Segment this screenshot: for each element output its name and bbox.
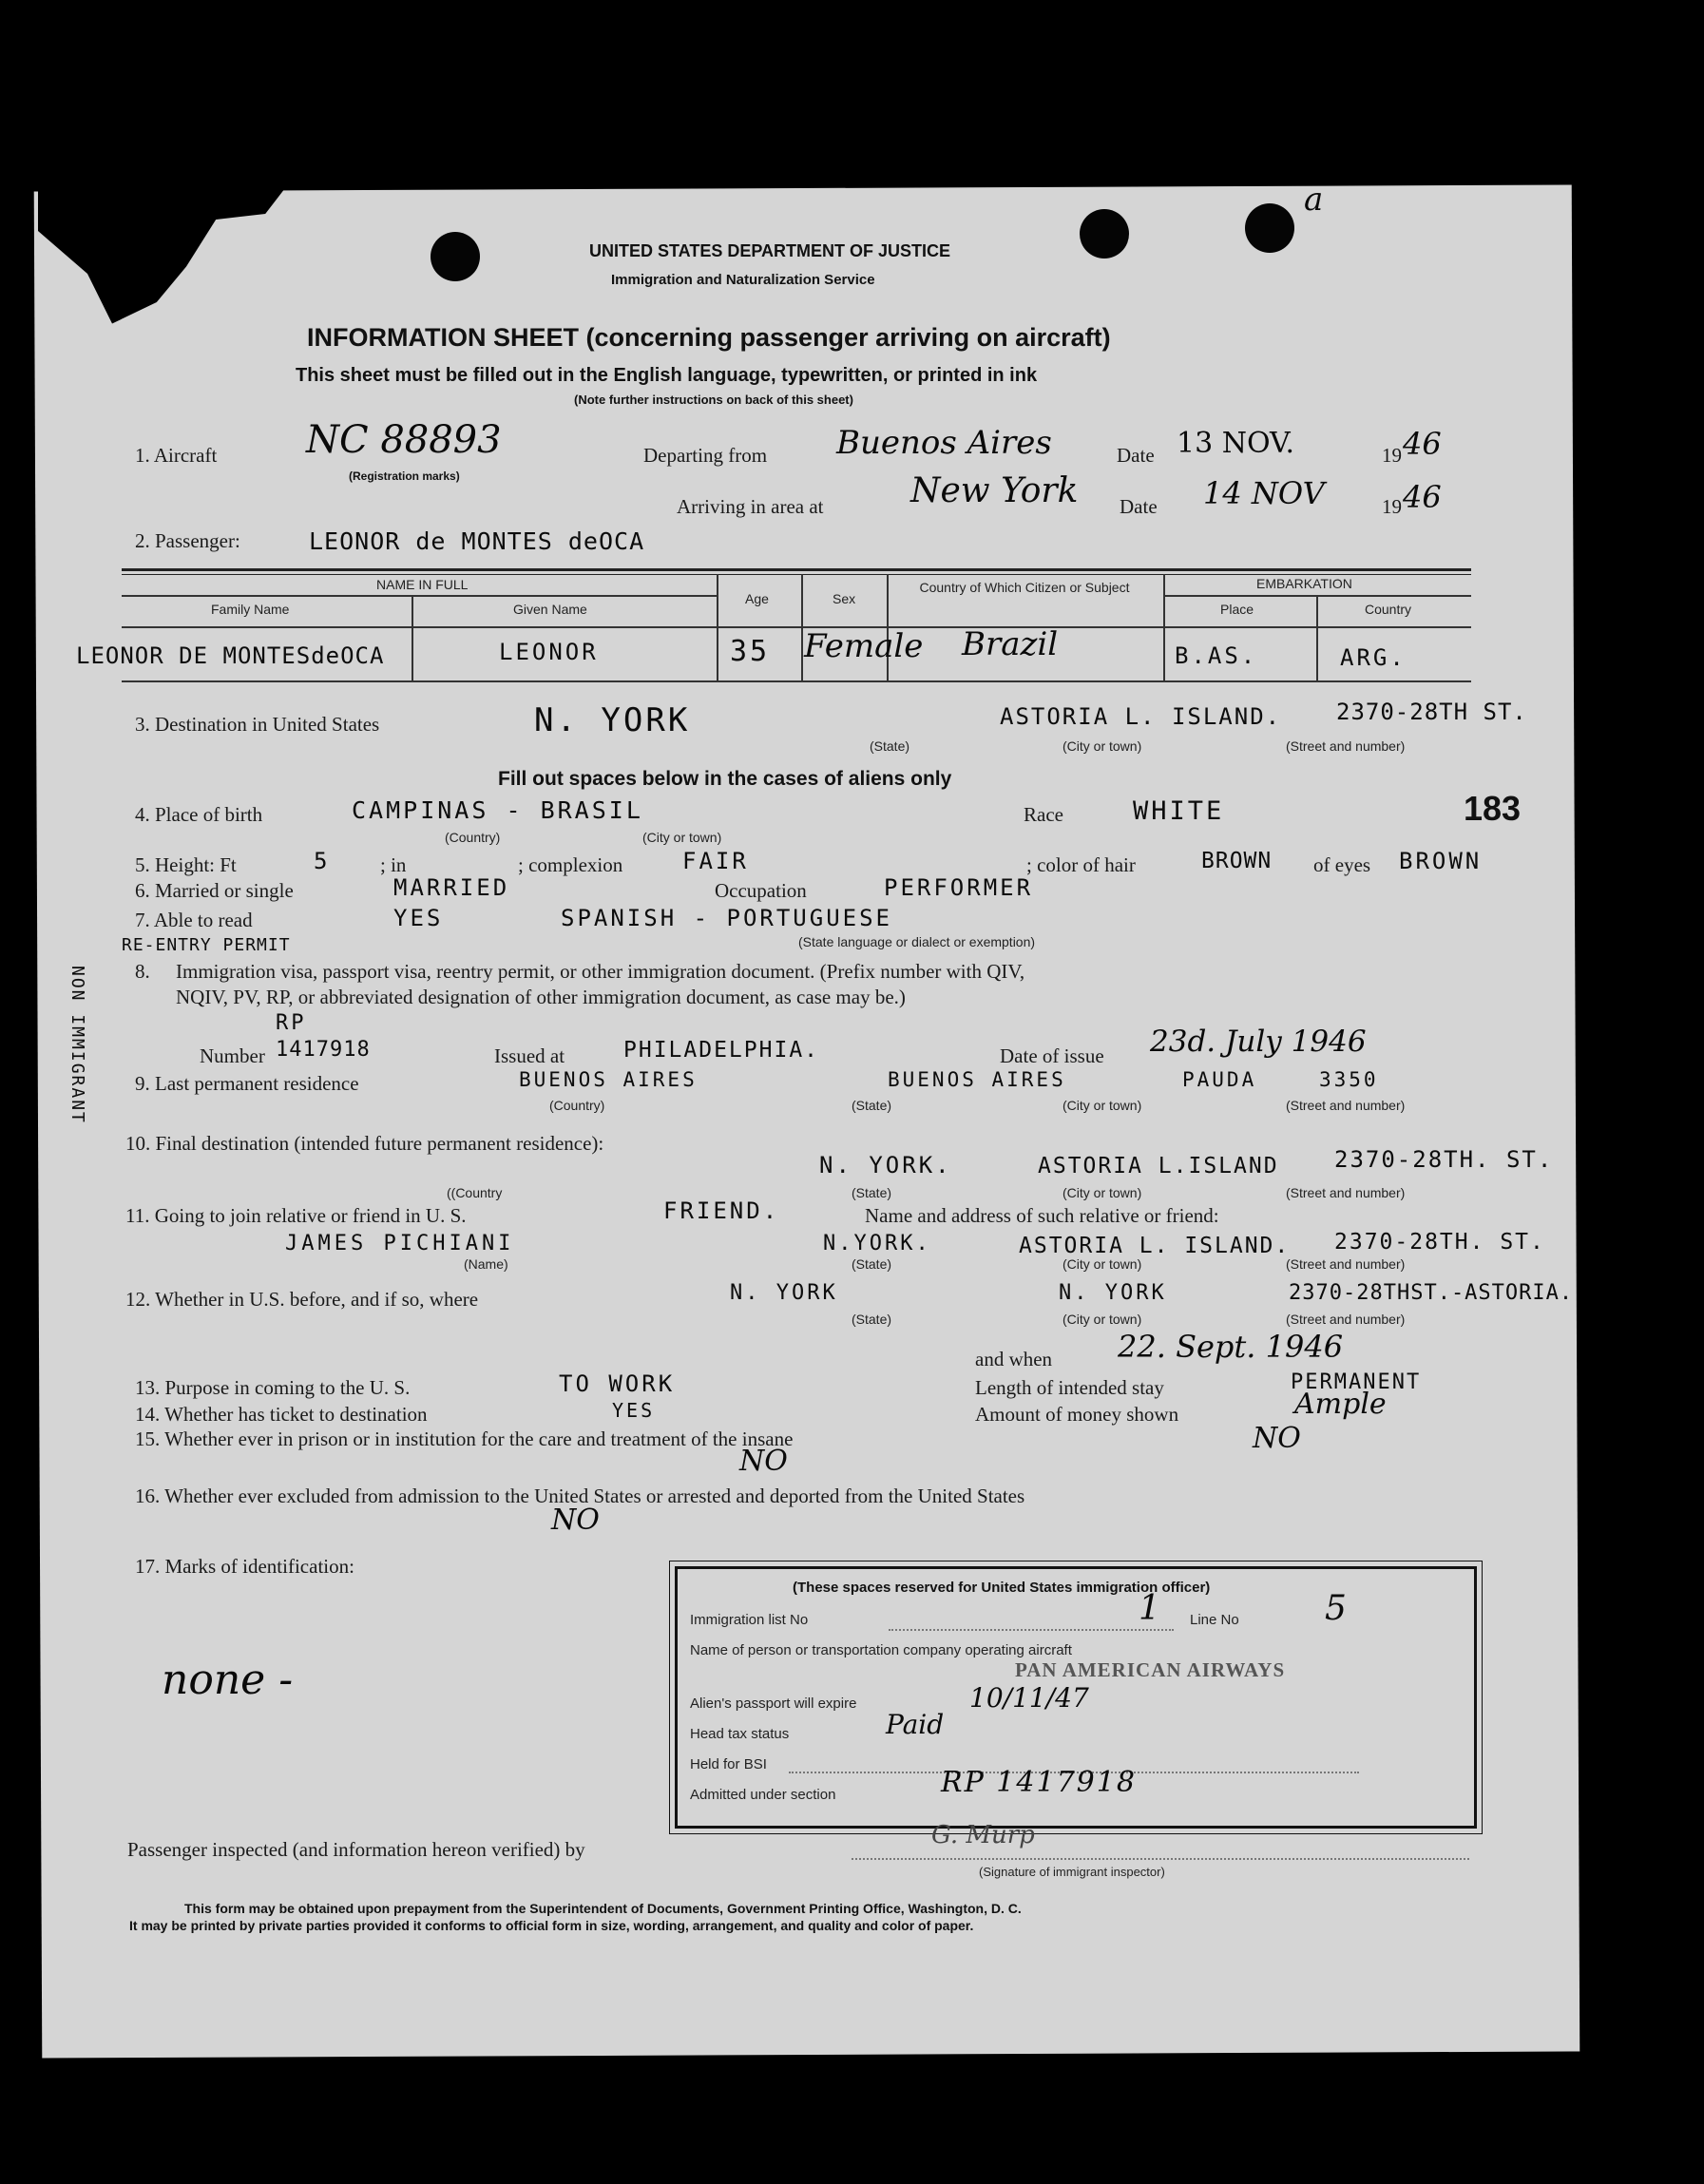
friend-street: 2370-28TH. ST. xyxy=(1334,1230,1545,1255)
immigration-list-label: Immigration list No xyxy=(690,1612,809,1628)
occupation-value: PERFORMER xyxy=(884,874,1034,901)
departing-year-prefix: 19 xyxy=(1382,444,1402,467)
prior-visit-label: 12. Whether in U.S. before, and if so, where xyxy=(125,1288,479,1311)
document-text-2: NQIV, PV, RP, or abbreviated designation of other immigration document, as case may be.) xyxy=(176,986,906,1008)
excluded-value: NO xyxy=(551,1504,600,1537)
height-ft-value: 5 xyxy=(314,848,331,874)
sex-header: Sex xyxy=(833,591,856,606)
race-label: Race xyxy=(1024,803,1063,826)
caption-city: (City or town) xyxy=(1063,1312,1142,1327)
departing-value: Buenos Aires xyxy=(836,424,1052,462)
immigration-list-value: 1 xyxy=(1139,1589,1160,1628)
residence-street: 3350 xyxy=(1319,1068,1379,1091)
punch-hole xyxy=(1245,203,1294,253)
arriving-value: New York xyxy=(910,471,1079,510)
citizenship-header: Country of Which Citizen or Subject xyxy=(919,580,1130,595)
line-label: Line No xyxy=(1190,1612,1239,1628)
prior-street: 2370-28THST.-ASTORIA. xyxy=(1289,1281,1574,1305)
purpose-value: TO WORK xyxy=(559,1370,676,1397)
non-immigrant-side-note: NON IMMIGRANT xyxy=(67,966,87,1124)
arriving-year-prefix: 19 xyxy=(1382,495,1402,518)
punch-hole xyxy=(1080,209,1129,259)
caption-state: (State) xyxy=(852,1185,892,1200)
arriving-year: 46 xyxy=(1403,479,1442,515)
languages-value: SPANISH - PORTUGUESE xyxy=(561,905,892,931)
height-in-label: ; in xyxy=(380,853,407,876)
friend-state: N.YORK. xyxy=(823,1232,931,1255)
caption-street: (Street and number) xyxy=(1286,1256,1406,1272)
form-title: INFORMATION SHEET (concerning passenger arriving on aircraft) xyxy=(307,323,1111,352)
arriving-date-label: Date xyxy=(1120,495,1158,518)
corner-mark: a xyxy=(1304,181,1324,219)
caption-street: (Street and number) xyxy=(1286,1185,1406,1200)
embarkation-header: EMBARKATION xyxy=(1256,576,1352,591)
hair-value: BROWN xyxy=(1201,849,1273,873)
complexion-value: FAIR xyxy=(682,848,749,874)
issued-value: PHILADELPHIA. xyxy=(623,1038,820,1063)
residence-country: BUENOS AIRES xyxy=(519,1068,698,1091)
citizenship-value: Brazil xyxy=(962,625,1059,663)
complexion-label: ; complexion xyxy=(518,853,623,876)
occupation-label: Occupation xyxy=(715,879,807,902)
number-label: Number xyxy=(200,1044,265,1067)
arriving-label: Arriving in area at xyxy=(677,495,824,518)
join-relation: FRIEND. xyxy=(663,1197,780,1224)
eyes-value: BROWN xyxy=(1399,848,1483,874)
age-header: Age xyxy=(745,591,769,606)
admitted-label: Admitted under section xyxy=(690,1787,836,1803)
inspector-signature: G. Murp xyxy=(931,1821,1035,1849)
destination-label: 3. Destination in United States xyxy=(135,713,380,736)
embarkation-place-value: B.AS. xyxy=(1175,642,1258,669)
document-number: 1417918 xyxy=(276,1038,371,1062)
registration-caption: (Registration marks) xyxy=(349,469,460,483)
prior-city: N. YORK xyxy=(1059,1281,1167,1305)
prison-label: 15. Whether ever in prison or in institution for the care and treatment of the insane xyxy=(135,1427,794,1450)
caption-state: (State) xyxy=(852,1312,892,1327)
operator-stamp: PAN AMERICAN AIRWAYS xyxy=(1015,1658,1286,1681)
caption-city: (City or town) xyxy=(1063,1185,1142,1200)
destination-city: ASTORIA L. ISLAND. xyxy=(1000,703,1282,730)
money-label: Amount of money shown xyxy=(975,1403,1179,1426)
caption-city: (City or town) xyxy=(642,830,722,845)
passenger-label: 2. Passenger: xyxy=(135,529,240,552)
caption-name: (Name) xyxy=(464,1256,508,1272)
head-tax-label: Head tax status xyxy=(690,1726,790,1742)
issue-date-value: 23d. July 1946 xyxy=(1150,1025,1367,1059)
read-label: 7. Able to read xyxy=(135,909,253,931)
prior-state: N. YORK xyxy=(730,1281,838,1305)
form-instruction: This sheet must be filled out in the English language, typewritten, or printed in ink xyxy=(296,365,1038,386)
reentry-margin-note: RE-ENTRY PERMIT xyxy=(122,935,291,955)
caption-street: (Street and number) xyxy=(1286,1312,1406,1327)
join-label: 11. Going to join relative or friend in U. S. xyxy=(125,1204,467,1227)
number-prefix: RP xyxy=(276,1011,307,1035)
caption-street: (Street and number) xyxy=(1286,738,1406,754)
embarkation-country-value: ARG. xyxy=(1340,644,1407,671)
final-street: 2370-28TH. ST. xyxy=(1334,1146,1554,1173)
sex-value: Female xyxy=(804,627,924,665)
destination-street: 2370-28TH ST. xyxy=(1336,699,1527,725)
marital-value: MARRIED xyxy=(393,874,510,901)
issued-label: Issued at xyxy=(494,1044,565,1067)
operator-label: Name of person or transportation company operating aircraft xyxy=(690,1642,1072,1658)
when-value: 22. Sept. 1946 xyxy=(1118,1329,1344,1365)
hair-label: ; color of hair xyxy=(1026,853,1136,876)
birthplace-label: 4. Place of birth xyxy=(135,803,263,826)
signature-caption: (Signature of immigrant inspector) xyxy=(979,1865,1165,1879)
money-value: Ample xyxy=(1294,1388,1387,1421)
place-header: Place xyxy=(1220,602,1254,617)
excluded-label: 16. Whether ever excluded from admission to the United States or arrested and deported from the United States xyxy=(135,1485,1025,1507)
head-tax-value: Paid xyxy=(886,1709,945,1740)
read-value: YES xyxy=(393,905,444,931)
admitted-value: RP 1417918 xyxy=(941,1766,1137,1799)
given-name-header: Given Name xyxy=(513,602,587,617)
race-value: WHITE xyxy=(1133,796,1225,826)
caption-state: (State) xyxy=(870,738,910,754)
stay-value: PERMANENT xyxy=(1291,1370,1422,1394)
departing-year: 46 xyxy=(1403,426,1442,462)
departing-date-label: Date xyxy=(1117,444,1155,467)
document-text-1: Immigration visa, passport visa, reentry permit, or other immigration document. (Prefix number with QIV, xyxy=(176,960,1025,983)
caption-city: (City or town) xyxy=(1063,1256,1142,1272)
height-label: 5. Height: Ft xyxy=(135,853,237,876)
departing-label: Departing from xyxy=(643,444,768,467)
final-destination-label: 10. Final destination (intended future permanent residence): xyxy=(125,1132,604,1155)
name-in-full-header: NAME IN FULL xyxy=(376,577,469,592)
caption-country: (Country) xyxy=(445,830,501,845)
embarkation-country-header: Country xyxy=(1365,602,1412,617)
stamp-number: 183 xyxy=(1464,789,1522,828)
caption-country: ((Country xyxy=(447,1185,503,1200)
friend-name: JAMES PICHIANI xyxy=(285,1232,515,1255)
final-city: ASTORIA L.ISLAND xyxy=(1038,1154,1279,1178)
insane-value: NO xyxy=(1253,1422,1301,1455)
service-heading: Immigration and Naturalization Service xyxy=(611,272,875,288)
table-top-rule xyxy=(122,568,1471,571)
residence-city: PAUDA xyxy=(1182,1068,1257,1091)
destination-state: N. YORK xyxy=(534,701,691,739)
officer-heading: (These spaces reserved for United States immigration officer) xyxy=(793,1580,1211,1596)
ticket-value: YES xyxy=(612,1399,656,1422)
marks-label: 17. Marks of identification: xyxy=(135,1555,354,1578)
caption-state: (State) xyxy=(852,1256,892,1272)
purpose-label: 13. Purpose in coming to the U. S. xyxy=(135,1376,411,1399)
birthplace-value: CAMPINAS - BRASIL xyxy=(352,796,643,824)
age-value: 35 xyxy=(730,635,771,668)
footer-line-1: This form may be obtained upon prepayment from the Superintendent of Documents, Government Printing Office, Washington, D. C. xyxy=(184,1901,1022,1916)
eyes-label: of eyes xyxy=(1313,853,1371,876)
departing-date: 13 NOV. xyxy=(1177,427,1294,460)
family-name-header: Family Name xyxy=(211,602,290,617)
family-name-value: LEONOR DE MONTESdeOCA xyxy=(76,642,385,669)
prison-value: NO xyxy=(739,1445,788,1478)
form-note: (Note further instructions on back of this sheet) xyxy=(574,393,853,407)
caption-city: (City or town) xyxy=(1063,738,1142,754)
languages-caption: (State language or dialect or exemption) xyxy=(798,934,1036,949)
department-heading: UNITED STATES DEPARTMENT OF JUSTICE xyxy=(589,241,951,260)
residence-label: 9. Last permanent residence xyxy=(135,1072,359,1095)
friend-city: ASTORIA L. ISLAND. xyxy=(1019,1234,1291,1258)
item8-label: 8. xyxy=(135,960,150,983)
caption-state: (State) xyxy=(852,1098,892,1113)
line-value: 5 xyxy=(1325,1589,1347,1628)
aircraft-value: NC 88893 xyxy=(306,418,502,462)
stay-label: Length of intended stay xyxy=(975,1376,1164,1399)
issue-date-label: Date of issue xyxy=(1000,1044,1104,1067)
bsi-label: Held for BSI xyxy=(690,1756,767,1772)
when-label: and when xyxy=(975,1348,1053,1370)
aliens-heading: Fill out spaces below in the cases of aliens only xyxy=(498,768,952,790)
passport-label: Alien's passport will expire xyxy=(690,1695,857,1712)
marital-label: 6. Married or single xyxy=(135,879,294,902)
caption-city: (City or town) xyxy=(1063,1098,1142,1113)
footer-line-2: It may be printed by private parties provided it conforms to official form in size, wording, arrangement, and quality and color of paper. xyxy=(129,1918,974,1933)
given-name-value: LEONOR xyxy=(499,639,599,665)
arriving-date: 14 NOV xyxy=(1203,475,1325,511)
inspection-label: Passenger inspected (and information hereon verified) by xyxy=(127,1838,585,1861)
name-address-label: Name and address of such relative or friend: xyxy=(865,1204,1219,1227)
residence-state: BUENOS AIRES xyxy=(888,1068,1066,1091)
passenger-value: LEONOR de MONTES deOCA xyxy=(309,527,645,555)
marks-value: none - xyxy=(162,1656,294,1704)
caption-street: (Street and number) xyxy=(1286,1098,1406,1113)
passport-value: 10/11/47 xyxy=(969,1682,1089,1714)
ticket-label: 14. Whether has ticket to destination xyxy=(135,1403,428,1426)
caption-country: (Country) xyxy=(549,1098,605,1113)
final-state: N. YORK. xyxy=(819,1152,952,1178)
punch-hole xyxy=(431,232,480,281)
aircraft-label: 1. Aircraft xyxy=(135,444,218,467)
